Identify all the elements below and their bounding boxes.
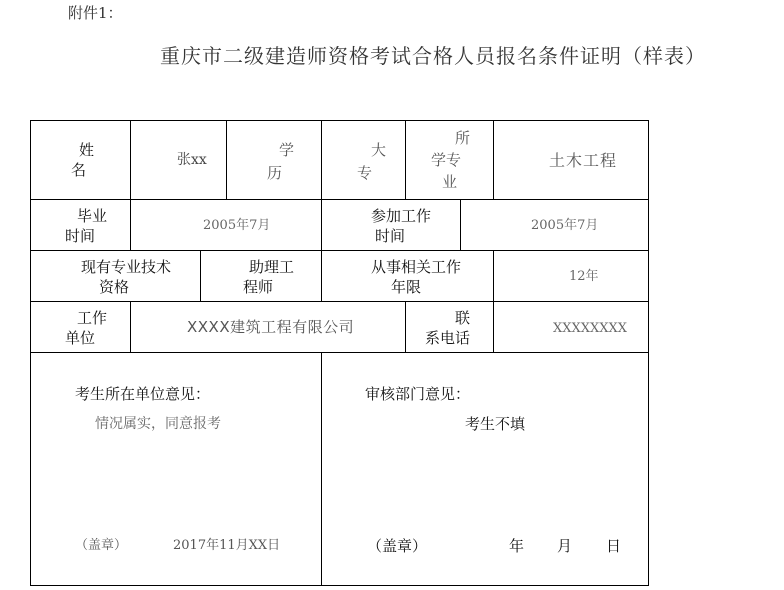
column-divider [405,121,406,199]
qualification-value-line2: 程师 [243,278,274,296]
major-label-line2: 学专 [431,151,462,169]
row-divider [31,352,648,353]
review-day: 日 [606,537,622,555]
column-divider [493,121,494,199]
column-divider [460,199,461,250]
graduation-label-line2: 时间 [65,227,96,245]
review-seal: （盖章） [367,537,428,555]
employer-value: XXXX建筑工程有限公司 [187,318,355,336]
column-divider [321,199,322,250]
unit-seal: （盖章） [75,538,128,553]
work-start-value: 2005年7月 [531,218,599,233]
row-divider [31,250,648,251]
unit-opinion-value: 情况属实，同意报考 [95,416,221,432]
column-divider [321,121,322,199]
page-title: 重庆市二级建造师资格考试合格人员报名条件证明（样表） [160,44,706,68]
unit-date: 2017年11月XX日 [173,538,281,553]
education-value-line1: 大 [371,141,387,159]
column-divider [226,121,227,199]
education-label-line2: 历 [267,164,283,182]
years-label-line1: 从事相关工作 [371,258,462,276]
row-divider [31,301,648,302]
column-divider [321,250,322,301]
phone-label-line2: 系电话 [425,329,471,347]
qualification-label-line2: 资格 [99,278,130,296]
education-value-line2: 专 [357,164,373,182]
review-year: 年 [509,537,525,555]
column-divider [321,352,322,585]
graduation-label-line1: 毕业 [77,207,108,225]
review-note: 考生不填 [465,415,526,433]
education-label-line1: 学 [279,141,295,159]
column-divider [200,250,201,301]
major-label-line3: 业 [442,173,458,191]
employer-label-line2: 单位 [65,329,96,347]
row-divider [31,199,648,200]
phone-label-line1: 联 [455,309,471,327]
graduation-value: 2005年7月 [203,218,271,233]
unit-opinion-label: 考生所在单位意见： [75,385,211,403]
name-label-line1: 姓 [79,141,95,159]
major-label-line1: 所 [455,129,471,147]
major-value: 土木工程 [549,151,618,170]
work-start-label-line2: 时间 [375,227,406,245]
column-divider [130,199,131,250]
column-divider [493,250,494,301]
attachment-label: 附件1： [68,4,123,22]
column-divider [493,301,494,352]
qualification-value-line1: 助理工 [249,258,295,276]
review-month: 月 [557,537,573,555]
phone-value: XXXXXXXX [553,321,628,336]
certificate-form-table [30,120,649,586]
review-opinion-label: 审核部门意见： [365,385,471,403]
name-value: 张xx [177,152,207,168]
column-divider [405,301,406,352]
column-divider [130,121,131,199]
years-value: 12年 [569,269,599,284]
employer-label-line1: 工作 [77,309,108,327]
qualification-label-line1: 现有专业技术 [81,258,172,276]
column-divider [130,301,131,352]
work-start-label-line1: 参加工作 [371,207,432,225]
years-label-line2: 年限 [391,278,422,296]
name-label-line2: 名 [71,161,87,179]
